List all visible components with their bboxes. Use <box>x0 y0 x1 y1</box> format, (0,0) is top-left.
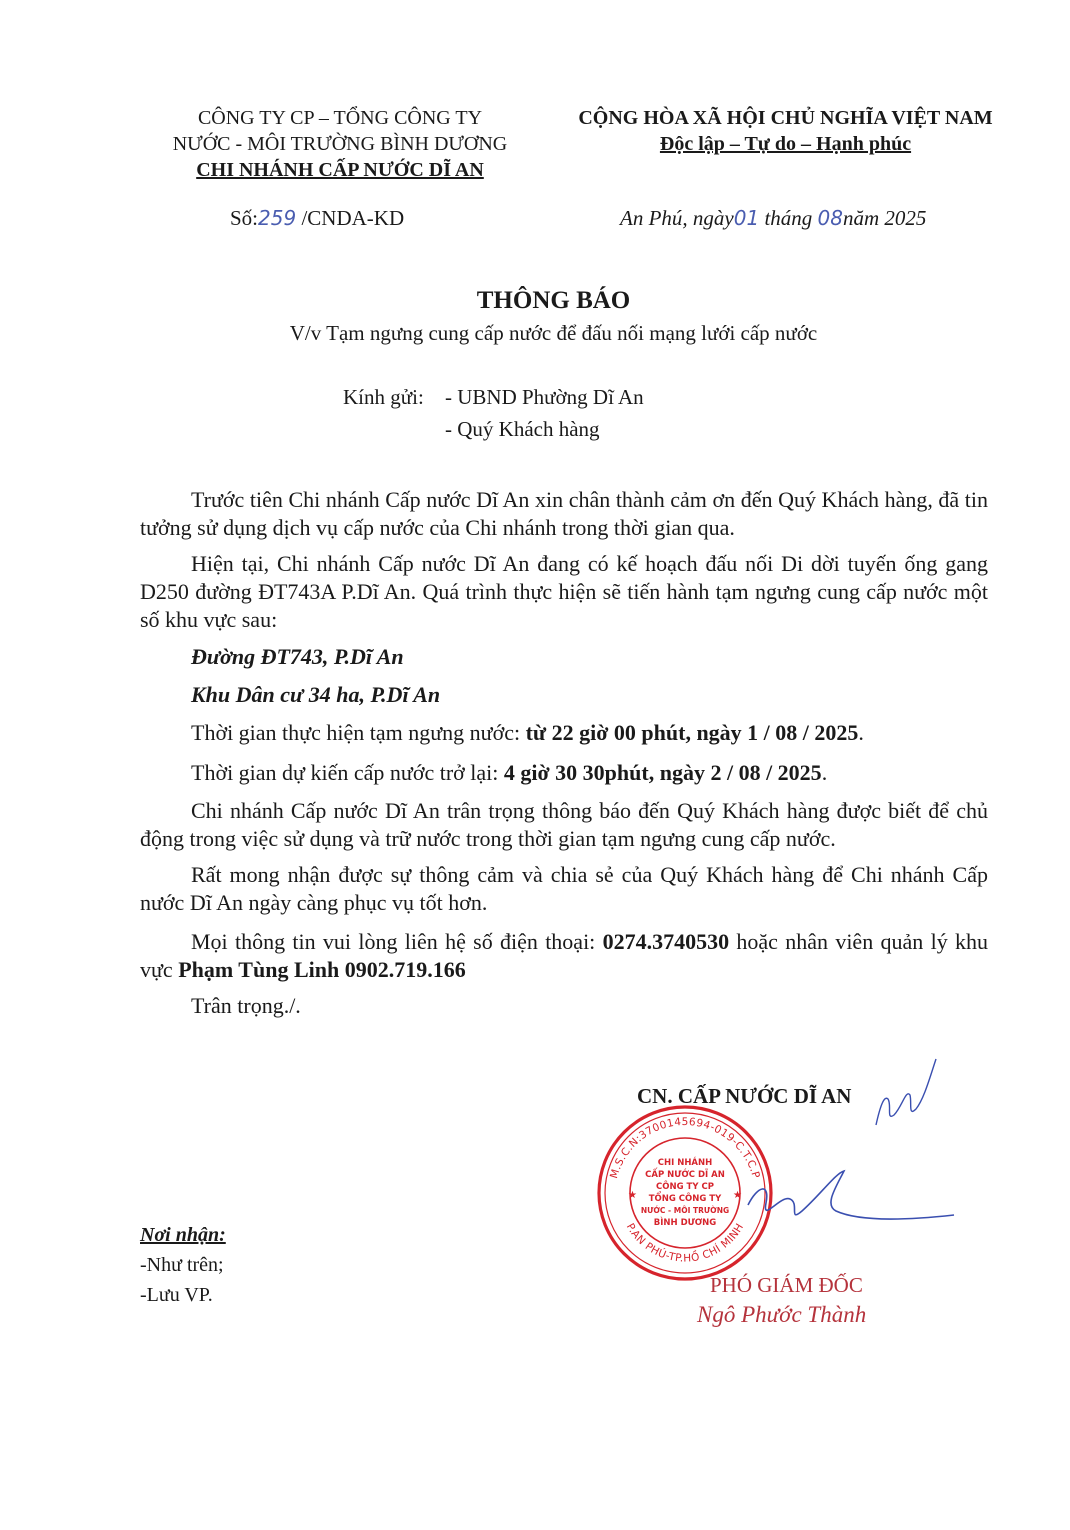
closing-line: Trân trọng./. <box>191 993 301 1018</box>
contact-person: Phạm Tùng Linh 0902.719.166 <box>178 957 466 982</box>
initials-signature <box>870 1055 940 1135</box>
handwritten-signature <box>740 1165 960 1245</box>
date-prefix: An Phú, ngày <box>620 206 734 230</box>
body-paragraph-4: Rất mong nhận được sự thông cảm và chia sẻ của Quý Khách hàng để Chi nhánh Cấp nước Dĩ An ngày càng phục vụ tốt hơn. <box>140 862 988 915</box>
stop-time-value: từ 22 giờ 00 phút, ngày 1 / 08 / 2025 <box>525 720 859 745</box>
stamp-center-text <box>641 1156 729 1228</box>
signature-organization: CN. CẤP NƯỚC DĨ AN <box>637 1084 852 1108</box>
document-subject: V/v Tạm ngưng cung cấp nước để đấu nối mạng lưới cấp nước <box>289 321 818 345</box>
stamp-center-line: CẤP NƯỚC DĨ AN <box>645 1170 725 1180</box>
date-year: năm 2025 <box>842 206 927 230</box>
reference-prefix: Số: <box>230 206 259 230</box>
stamp-center-line: NƯỚC - MÔI TRƯỜNG <box>640 1206 730 1215</box>
body-paragraph-1: Trước tiên Chi nhánh Cấp nước Dĩ An xin chân thành cảm ơn đến Quý Khách hàng, đã tin tưởng sử dụng dịch vụ cấp nước của Chi nhánh trong thời gian qua. <box>140 487 988 540</box>
distribution-item: -Lưu VP. <box>140 1284 213 1306</box>
recipient-item: - UBND Phường Dĩ An <box>445 385 644 409</box>
distribution-block <box>140 1220 226 1310</box>
signer-name: Ngô Phước Thành <box>697 1302 867 1327</box>
stamp-center-line: TỔNG CÔNG TY <box>648 1194 722 1204</box>
recipients-list <box>445 381 644 445</box>
date-month: 08 <box>817 206 843 230</box>
contact-middle: hoặc nhân viên quản lý khu vực <box>140 929 988 982</box>
stamp-star-left: ★ <box>628 1190 637 1201</box>
affected-area-2: Khu Dân cư 34 ha, P.Dĩ An <box>191 682 441 707</box>
issuer-line-1: CÔNG TY CP – TỔNG CÔNG TY <box>197 107 483 129</box>
stop-time-label: Thời gian thực hiện tạm ngưng nước: <box>191 720 526 745</box>
contact-intro: Mọi thông tin vui lòng liên hệ số điện thoại: <box>191 929 603 954</box>
stamp-ring-bottom-text: P.AN PHÚ-TP.HỒ CHÍ MINH <box>623 1221 747 1265</box>
reference-suffix: /CNDA-KD <box>301 206 405 230</box>
resume-time-value: 4 giờ 30 30phút, ngày 2 / 08 / 2025 <box>503 760 822 785</box>
issue-date <box>620 206 926 231</box>
body-paragraph-2: Hiện tại, Chi nhánh Cấp nước Dĩ An đang có kế hoạch đấu nối Di dời tuyến ống gang D250 đường ĐT743A P.Dĩ An. Quá trình thực hiện sẽ tiến hành tạm ngưng cung cấp nước một số khu vực sau: <box>140 551 988 632</box>
national-title: CỘNG HÒA XÃ HỘI CHỦ NGHĨA VIỆT NAM <box>578 107 993 129</box>
reference-handwritten-number: 259 <box>258 206 297 230</box>
signer-position: PHÓ GIÁM ĐỐC <box>710 1273 863 1297</box>
national-motto: Độc lập – Tự do – Hạnh phúc <box>659 133 912 155</box>
contact-phone: 0274.3740530 <box>602 929 730 954</box>
distribution-label: Nơi nhận: <box>140 1224 226 1246</box>
issuer-block <box>150 105 530 183</box>
recipient-item: - Quý Khách hàng <box>445 417 600 441</box>
stop-time-line: Thời gian thực hiện tạm ngưng nước: từ 22 giờ 00 phút, ngày 1 / 08 / 2025. <box>191 720 864 745</box>
issuer-branch: CHI NHÁNH CẤP NƯỚC DĨ AN <box>196 159 484 181</box>
stamp-ring-top-text: M.S.C.N:3700145694-019-C.T.C.P <box>608 1115 762 1180</box>
body-paragraph-5 <box>140 928 988 984</box>
date-month-label: tháng <box>764 206 813 230</box>
recipients-block <box>343 381 424 413</box>
recipients-label: Kính gửi: <box>343 385 424 409</box>
document-title: THÔNG BÁO <box>476 287 631 314</box>
affected-area-1: Đường ĐT743, P.Dĩ An <box>191 644 404 669</box>
reference-number <box>230 206 404 231</box>
stamp-center-line: CHI NHÁNH <box>657 1158 713 1168</box>
body-paragraph-3: Chi nhánh Cấp nước Dĩ An trân trọng thông báo đến Quý Khách hàng được biết để chủ động trong việc sử dụng và trữ nước trong thời gian tạm ngưng cung cấp nước. <box>140 798 988 851</box>
stamp-center-line: BÌNH DƯƠNG <box>653 1218 717 1228</box>
resume-time-line: Thời gian dự kiến cấp nước trở lại: 4 giờ 30 30phút, ngày 2 / 08 / 2025. <box>191 760 828 785</box>
issuer-line-2: NƯỚC - MÔI TRƯỜNG BÌNH DƯƠNG <box>172 133 508 155</box>
resume-time-label: Thời gian dự kiến cấp nước trở lại: <box>191 760 504 785</box>
stamp-center-line: CÔNG TY CP <box>656 1182 714 1192</box>
stamp-star-right: ★ <box>733 1190 742 1201</box>
date-day: 01 <box>733 206 760 230</box>
stamp-inner-ring <box>630 1138 740 1248</box>
national-motto-block <box>548 105 1023 157</box>
distribution-item: -Như trên; <box>140 1254 224 1276</box>
